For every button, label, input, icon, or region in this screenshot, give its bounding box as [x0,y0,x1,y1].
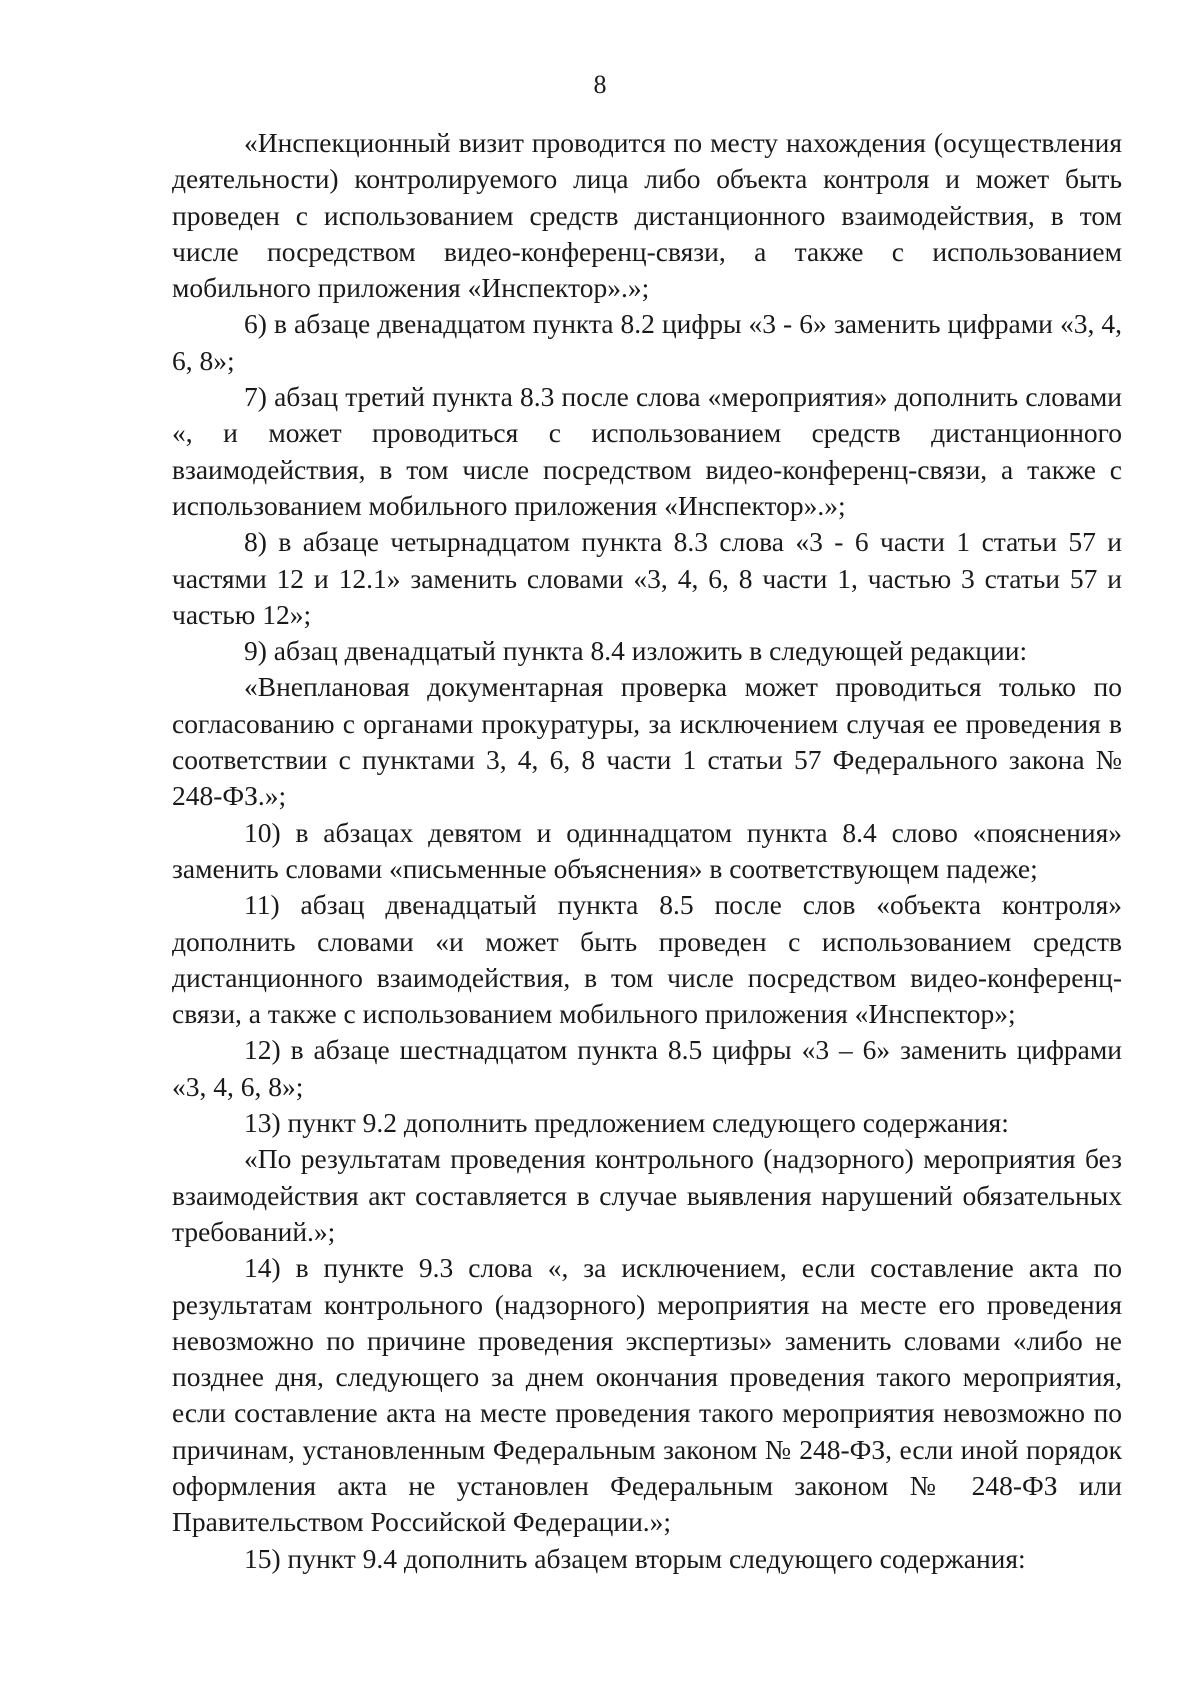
document-body [172,125,1122,1577]
paragraph-results-quote: «По результатам проведения контрольного (надзорного) мероприятия без взаимодействия акт составляется в случае выявления нарушений обязательных требований.»; [172,1143,1122,1247]
paragraph-item-11: 11) абзац двенадцатый пункта 8.5 после слов «объекта контроля» дополнить словами «и может быть проведен с использованием средств дистанционного взаимодействия, в том числе посредством видео-конференц-связи, а также с использованием мобильного приложения «Инспектор»; [172,889,1122,1030]
paragraph-item-6: 6) в абзаце двенадцатом пункта 8.2 цифры «3 - 6» заменить цифрами «3, 4, 6, 8»; [172,308,1122,376]
paragraph-item-12: 12) в абзаце шестнадцатом пункта 8.5 цифры «3 – 6» заменить цифрами «3, 4, 6, 8»; [172,1034,1122,1102]
paragraph-item-8: 8) в абзаце четырнадцатом пункта 8.3 слова «3 - 6 части 1 статьи 57 и частями 12 и 12.1» заменить словами «3, 4, 6, 8 части 1, частью 3 статьи 57 и частью 12»; [172,526,1122,630]
paragraph-item-13: 13) пункт 9.2 дополнить предложением следующего содержания: [244,1107,1009,1139]
paragraph-item-9: 9) абзац двенадцатый пункта 8.4 изложить в следующей редакции: [244,635,1028,667]
page-number: 8 [593,70,607,99]
paragraph-item-10: 10) в абзацах девятом и одиннадцатом пункта 8.4 слово «пояснения» заменить словами «письменные объяснения» в соответствующем падеже; [172,816,1122,884]
paragraph-unscheduled-check-quote: «Внеплановая документарная проверка может проводиться только по согласованию с органами прокуратуры, за исключением случая ее проведения в соответствии с пунктами 3, 4, 6, 8 части 1 статьи 57 Федерального закона № 248-ФЗ.»; [172,671,1122,812]
paragraph-item-15: 15) пункт 9.4 дополнить абзацем вторым следующего содержания: [244,1542,1026,1574]
paragraph-item-7: 7) абзац третий пункта 8.3 после слова «мероприятия» дополнить словами «, и может проводиться с использованием средств дистанционного взаимодействия, в том числе посредством видео-конференц-связи, а также с использованием мобильного приложения «Инспектор».»; [172,381,1122,521]
paragraph-inspection-visit-quote: «Инспекционный визит проводится по месту нахождения (осуществления деятельности) контролируемого лица либо объекта контроля и может быть проведен с использованием средств дистанционного взаимодействия, в том числе посредством видео-конференц-связи, а также с использованием мобильного приложения «Инспектор».»; [172,127,1122,304]
paragraph-item-14: 14) в пункте 9.3 слова «, за исключением, если составление акта по результатам контрольного (надзорного) мероприятия на месте его проведения невозможно по причине проведения экспертизы» заменить словами «либо не позднее дня, следующего за днем окончания проведения такого мероприятия, если составление акта на месте проведения такого мероприятия невозможно по причинам, установленным Федеральным законом № 248-ФЗ, если иной порядок оформления акта не установлен Федеральным законом № 248-ФЗ или Правительством Российской Федерации.»; [172,1252,1122,1538]
